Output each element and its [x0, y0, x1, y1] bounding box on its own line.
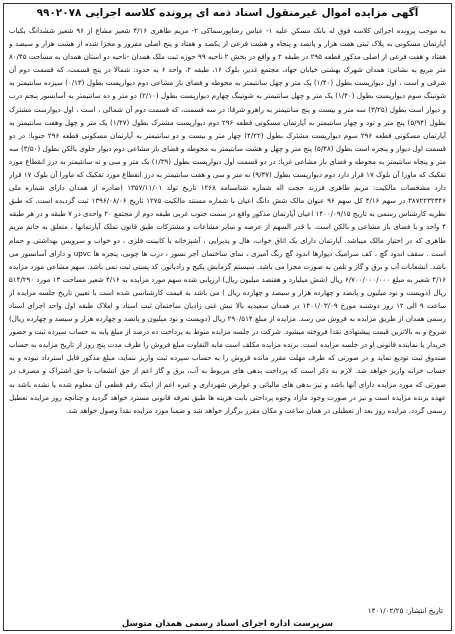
notice-body: به موجب پرونده اجرائی کلاسه فوق له بانک مسکن علیه ۱- عباس رضاپورسماکی ۲- مریم طاهری ۴/۱۶ شعیر مشاع از ۹۶ شعیر ششدانگ یکباب آپارتمان مسکونی به پلاک ثبتی هفت هزار و پانصد و پنجاه و هشت فرعی از یکصد و هفتاد و پنج اصلی مفروز و مجزا شده از هشت هزار و سیصد و هفتاد و هفت فرعی از اصلی مذکور قطعه ۲۹۵ در طبقه ۲ و واقع در بخش ۲ ناحیه ۹۹ حوزه ثبت ملک همدان -ناحیه دو استان همدان به مساحت ۸۰/۴۵ متر مربع به نشانی: همدان شهرک بهشتی خیابان جهاد، مجتمع غدیر، بلوک ۱۶، طبقه ۲، واحد ۶ به حدود: شمالا در پنج قسمت، که قسمت دوم آن شرقی و است ، اول دیوارپست بطول (۱/۴۰) یک متر و چهل سانتیمتر به محوطه و فضای باز مشاعی دوم دیوارپست بطول (۰/۱۳) سیزده سانتیمتر به شوتینگ سوم دیوارپست بطول (۱/۴۰) یک متر و چهل سانتیمتر به شوتینگ چهارم دیوارپست بطول (۲/۱۰) دو متر و ده سانتیمتر به آسانسور پنجم درب و دیوار است بطول (۳/۲۵) سه متر و بیست و پنج سانتیمتر به راهرو شرقا: در سه قسمت، که قسمت دوم آن شمالی ، است ، اول دیوارست مشترک بطول (۵/۹۴) پنج متر و نود و چهار سانتیمتر به آپارتمان مسکونی قطعه ۲۹۶ دوم دیوارپست مشترک بطول (۱/۴۷) یک متر و چهل وهفت سانتیمتر به آپارتمان مسکونی قطعه ۲۹۶ سوم دیوارپست مشترک بطول (۴/۲۲) چهار متر و بیست و دو سانتیمتر به آپارتمان مسکونی قطعه ۲۹۶ جنوبا: در دو قسمت اول دیوار و پنجره است بطول (۵/۴۸) پنج متر و چهل و هشت سانتیمتر به محوطه و فضای باز مشاعی دوم دیوار جلوی بالکن بطول (۳/۵۰) سه متر و پنجاه سانتیمتر به محوطه و فضای باز مشاعی غربا: در دو قسمت اول دیوارپست بطول (۱/۳۹) یک متر و سی و نه سانتیمتر به درز انقطاع مورد تفکیک که ماورا آن بلوک ۱۷ قرار دارد دوم دیوارپست بطول (۹/۳۷) نه متر و سی و هفت سانتیمتر به درز انقطاع مورد تفکیک که ماورا آن بلوک ۱۷ قرار دارد مشخصات مالکیت: مریم طاهری فرزند حجت اله شماره شناسنامه ۱۲۶۸ تاریخ تولد ۱۳۵۷/۱۱/۰۱ (صادره از همدان دارای شماره ملی ۳۸۷۲۲۳۲۳۴۶ در سهم ۴/۱۶ کل سهم ۹۶ عنوان مالک شش دانگ اعیان با شماره مستند مالکیت ۱۲۷۵ تاریخ ۱۳۹۶/۰۸/۰۶ ثبت گردیده است. که طبق نظریه کارشناس رسمی به تاریخ ۱۴۰۰/۰۹/۱۵ اعیان آپارتمان مذکور واقع در سمت جنوب غربی طبقه دوم از مجتمع ۲۰ واحدی در ۷ طبقه و در هر طبقه ۴ واحد و با فضای باز مشاعی و بالکن است. با قدر السهم از عرصه و سایر مشاعات و مشترکات طبق قانون تملک آپارتمانها ، متعلق به خانم مریم طاهری که در اختیار مالک میباشد. آپارتمان دارای یک اتاق خواب، هال و پذیرایی ، آشپزخانه با کابینت فلزی ، دو خواب و سرویس بهداشتی و حمام است . سقف اندود گچ ، کف سرامیک دیوارها اندود گچ رنگ آمیزی ، نمای ساختمان آجر نسوز ، درب ها چوبی، پنجره ها upvc و دارای آسانسور می باشد. انشعابات آب و برق و گاز و تلفن به صورت مجزا می باشد. سیستم گرمایش پکیج و رادیاتور. کد پستی ثبت نمی باشد. سهم مشاعی مورد مزایده ۴/۱۶ شعیر به مبلغ ۶/۷۰۰/۰۰۰/۰۰۰ ریال (شش میلیارد و هفتصد میلیون ریال) ارزیابی شده سهم مورد مزایده به ۴/۱۶ شعیر مساحت ۱۳ مورد ۵۱۴/۲۹۰ ریال (دویست و نود میلیون و پانصد و چهارده هزار و سیصد و چهارده ریال ) می باشد به قیمت کارشناسی شده است با تعیین تاریخ جلسه مزایده از ساعت ۹ الی ۱۲ روز دوشنبه مورخ ۱۴۰۱/۰۳/۰۹ در همدان سعیدیه بالا نبش غنی زادیان ساختمان ثبت اسناد و املاک طبقه اول واحد اجرای اسناد رسمی همدان از طریق مزایده به فروش می رسد. مزایده از مبلغ ۲۹۰/۵۱۴ ریال (دویست و نود میلیون و پانصد و چهارده هزار و سیصد و چهارده ریال) شروع و به بالاترین قیمت پیشنهادی نقدا فروخته میشود. شرکت در جلسه مزایده منوط به پرداخت ده درصد از مبلغ پایه به حساب سپرده ثبت و حضور خریدار یا نماینده قانونی او در جلسه مزایده است. برنده مزایده مکلف است مابه التفاوت مبلغ فروش را ظرف مدت پنج روز از تاریخ مزایده به حساب صندوق ثبت تودیع نماید و در صورتی که ظرف مهلت مقرر مانده فروش را به حساب سپرده ثبت واریز ننماید، مبلغ مذکور قابل استرداد نبوده و به حساب خزانه واریز خواهد شد. لازم به ذکر است که پرداخت بدهی های مربوط به آب، برق و گاز اعم از حق انشعاب یا حق اشتراک و مصرف در صورتی که مورد مزایده دارای آنها باشد و نیز بدهی های مالیاتی و عوارض شهرداری و غیره اعم از اینکه رقم قطعی آن معلوم شده یا نشده باشد به عهده برنده مزایده است و نیز در صورت وجود مازاد وجوه پرداختی بابت هزینه ها طبق تعرفه قانونی مسترد خواهد گردید و چنانچه روز مزایده تعطیل رسمی گردد، مزایده روز بعد از تعطیلی در همان ساعت و مکان مقرر برگزار خواهد شد و ضمنا مورد مزایده نقدا وصول خواهد شد.	[9, 26, 446, 415]
publication-date: تاریخ انتشار: ۱۴۰۱/۰۲/۲۵	[367, 606, 443, 615]
notice-signature: سرپرست اداره اجرای اسناد رسمی همدان متوسل	[121, 619, 334, 629]
notice-title: آگهی مزایده اموال غیرمنقول اسناد ذمه ای پرونده کلاسه اجرایی ۹۹۰۲۰۷۸	[36, 7, 419, 19]
